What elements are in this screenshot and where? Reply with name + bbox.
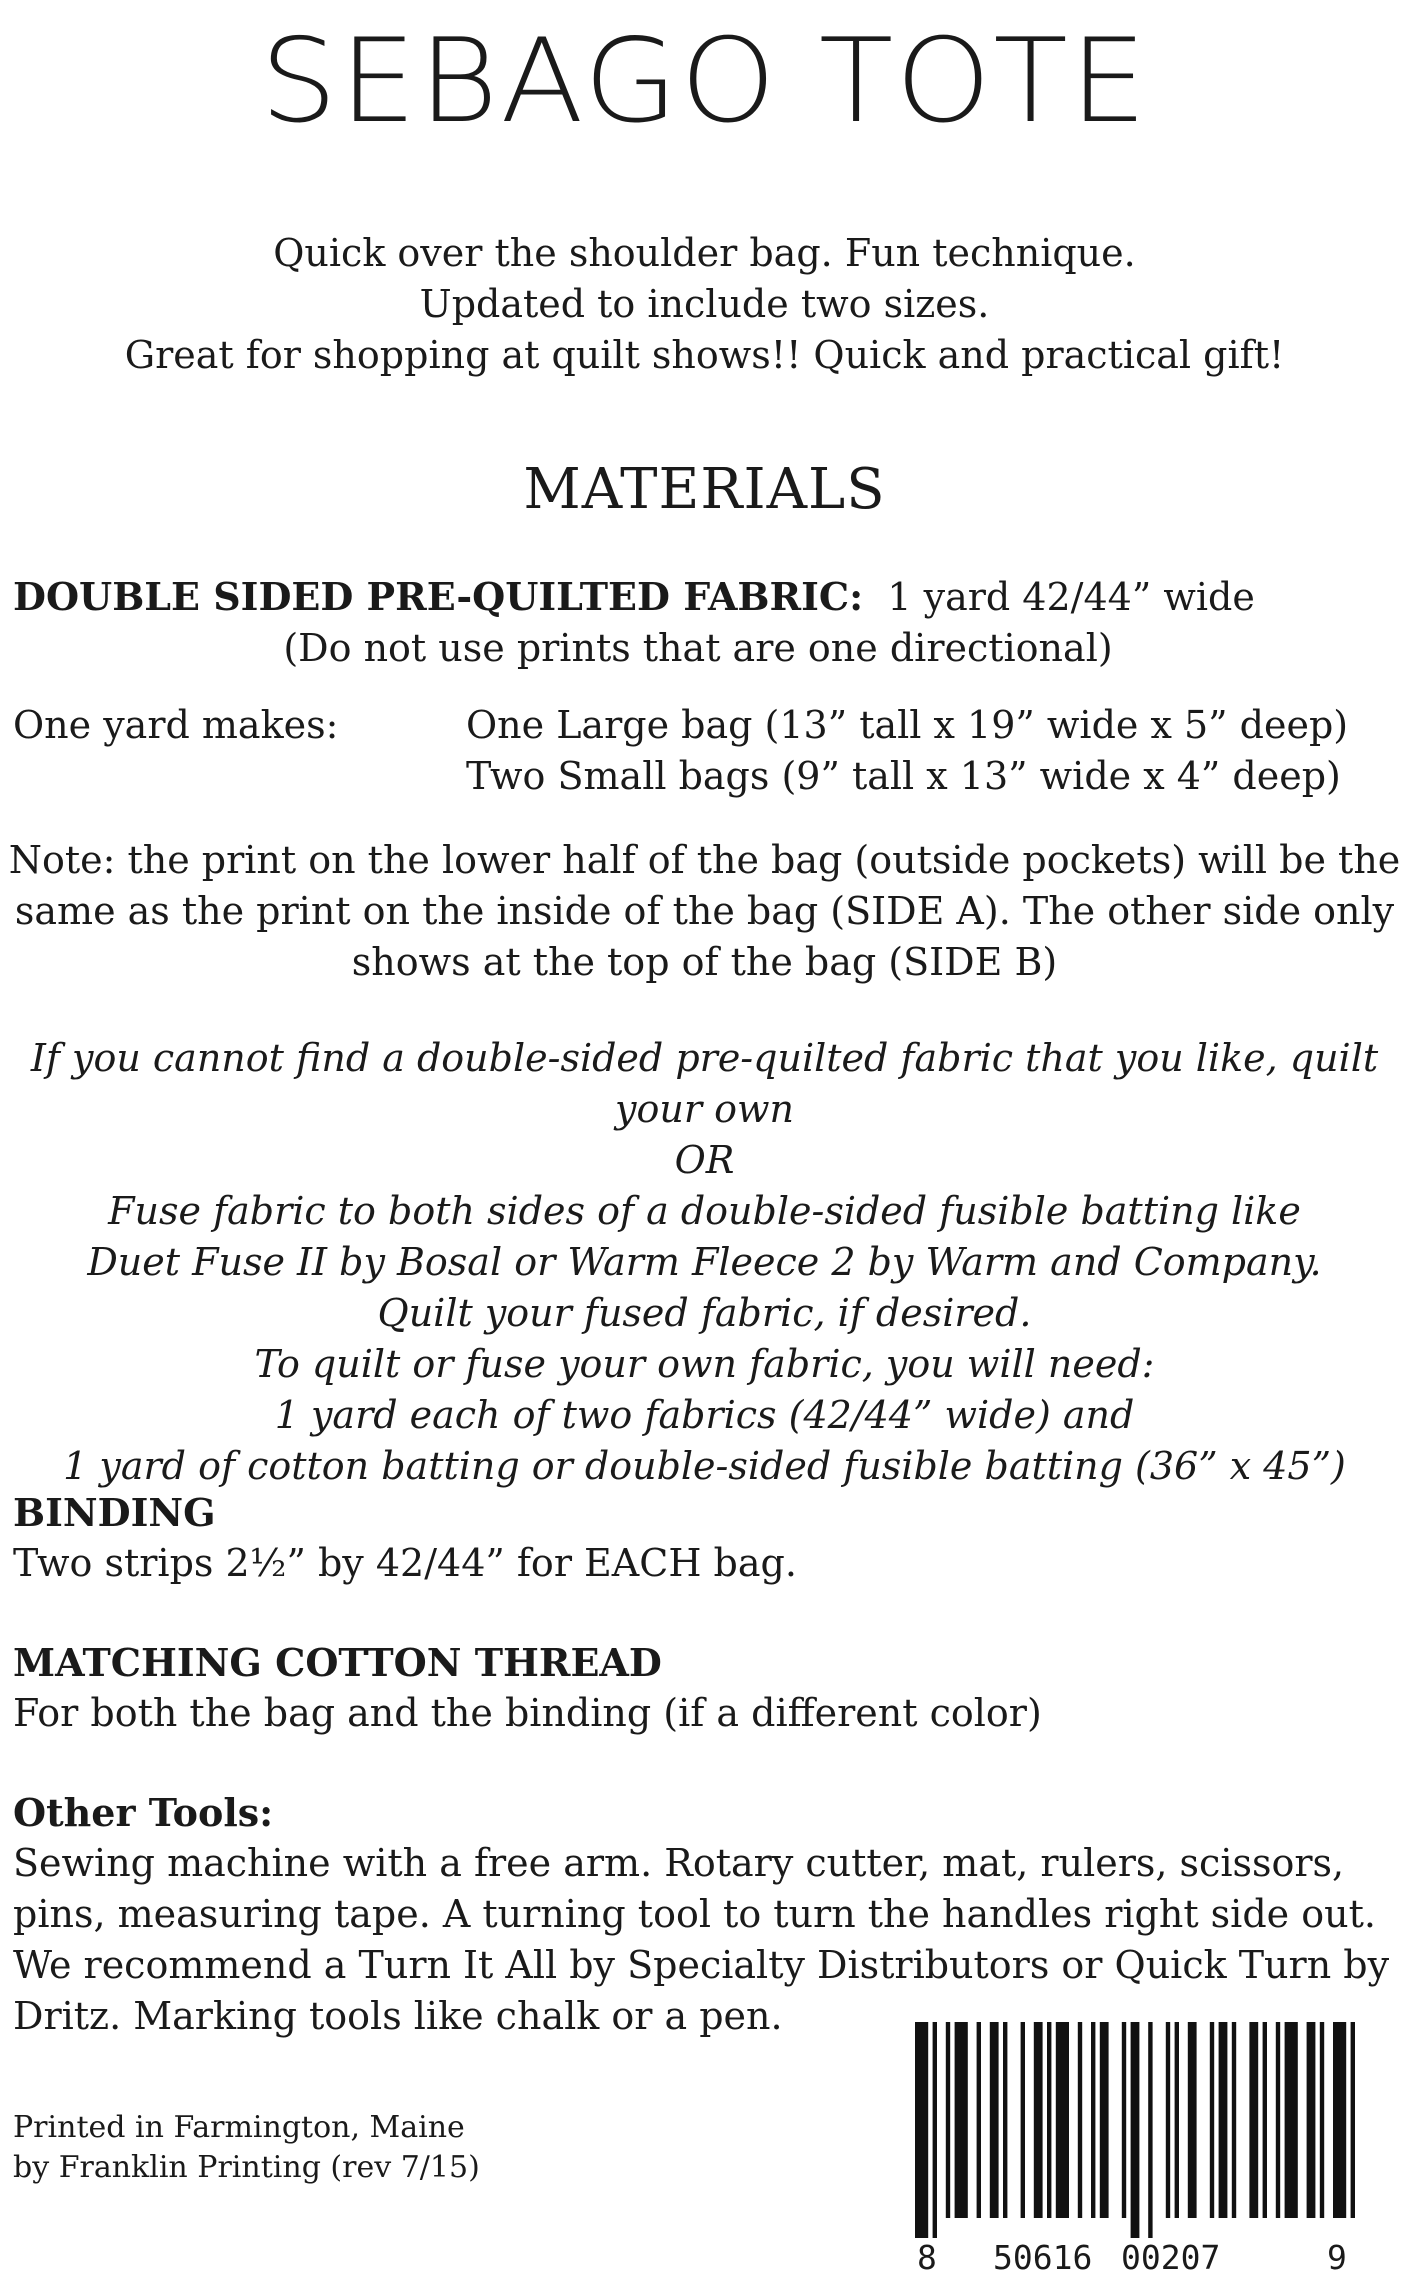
fabric-value: 1 yard 42/44” wide: [887, 575, 1255, 619]
alternative-line: Quilt your fused fabric, if desired.: [377, 1291, 1032, 1335]
fabric-label: DOUBLE SIDED PRE-QUILTED FABRIC:: [13, 574, 864, 619]
note-line: shows at the top of the bag (SIDE B): [351, 940, 1058, 984]
materials-heading: MATERIALS: [523, 457, 886, 522]
barcode-bar: [1034, 2022, 1043, 2218]
printer-credit: [13, 2108, 480, 2188]
intro-line: Quick over the shoulder bag. Fun technique.: [273, 231, 1136, 275]
barcode-bar: [1219, 2022, 1228, 2218]
alternative-line: To quilt or fuse your own fabric, you will need:: [254, 1342, 1155, 1386]
intro-line: Great for shopping at quilt shows!! Quick and practical gift!: [124, 333, 1285, 377]
fabric-note: (Do not use prints that are one directional): [283, 626, 1113, 670]
alternative-line: Duet Fuse II by Bosal or Warm Fleece 2 by Warm and Company.: [87, 1240, 1322, 1284]
barcode-bar: [1210, 2022, 1214, 2218]
page-title: SEBAGO TOTE: [260, 14, 1149, 149]
note-line: Note: the print on the lower half of the bag (outside pockets) will be the: [8, 838, 1401, 882]
barcode-bar: [1047, 2022, 1051, 2218]
barcode-bar: [1078, 2022, 1082, 2218]
barcode-bar: [1131, 2022, 1140, 2238]
thread-section: [13, 1637, 1403, 1739]
barcode-bar: [1188, 2022, 1197, 2218]
barcode-digit: 8: [917, 2238, 937, 2277]
yield-options: [466, 700, 1348, 802]
binding-text: Two strips 2½” by 42/44” for EACH bag.: [13, 1541, 797, 1585]
barcode-bar: [1232, 2022, 1236, 2218]
barcode: [915, 2022, 1355, 2282]
note-line: same as the print on the inside of the bag (SIDE A). The other side only: [14, 889, 1395, 933]
barcode-bar: [1263, 2022, 1267, 2218]
alternative-line: OR: [674, 1138, 735, 1182]
barcode-bar: [1056, 2022, 1069, 2218]
alternative-line: 1 yard of cotton batting or double-sided fusible batting (36” x 45”): [63, 1444, 1346, 1488]
binding-heading: BINDING: [13, 1490, 216, 1535]
barcode-digit: 9: [1327, 2238, 1347, 2277]
yield-label: One yard makes:: [13, 703, 339, 747]
barcode-digit: 50616: [993, 2238, 1093, 2277]
barcode-bar: [1122, 2022, 1126, 2218]
barcode-bar: [1091, 2022, 1095, 2218]
thread-text: For both the bag and the binding (if a different color): [13, 1691, 1042, 1735]
barcode-bar: [955, 2022, 968, 2218]
fabric-section: [13, 571, 1403, 674]
barcode-bar: [1148, 2022, 1152, 2238]
barcode-bar: [1320, 2022, 1324, 2218]
barcode-bar: [1166, 2022, 1170, 2218]
barcode-digit: 00207: [1121, 2238, 1221, 2277]
alternative-instructions: [0, 1033, 1409, 1492]
barcode-bar: [1175, 2022, 1179, 2218]
barcode-bar: [1285, 2022, 1298, 2218]
alternative-line: Fuse fabric to both sides of a double-sided fusible batting like: [108, 1189, 1301, 1233]
barcode-bar: [946, 2022, 950, 2218]
barcode-bar: [1351, 2022, 1355, 2218]
barcode-bar: [1021, 2022, 1025, 2218]
yield-option: One Large bag (13” tall x 19” wide x 5” deep): [466, 703, 1349, 747]
barcode-bar: [990, 2022, 999, 2218]
intro-text: [0, 228, 1409, 381]
yield-option: Two Small bags (9” tall x 13” wide x 4” deep): [466, 754, 1341, 798]
tools-line: Dritz. Marking tools like chalk or a pen.: [13, 1994, 783, 2038]
footer-line: by Franklin Printing (rev 7/15): [13, 2150, 480, 2185]
barcode-bar: [1100, 2022, 1109, 2218]
tools-line: We recommend a Turn It All by Specialty Distributors or Quick Turn by: [13, 1943, 1390, 1987]
barcode-bar: [933, 2022, 937, 2238]
barcode-bar: [915, 2022, 928, 2238]
barcode-bar: [1276, 2022, 1280, 2218]
tools-heading: Other Tools:: [13, 1790, 274, 1835]
tools-section: [13, 1787, 1403, 2042]
barcode-bar: [977, 2022, 981, 2218]
print-note: [0, 835, 1409, 988]
footer-line: Printed in Farmington, Maine: [13, 2110, 465, 2145]
binding-section: [13, 1487, 1403, 1589]
barcode-bar: [1307, 2022, 1316, 2218]
alternative-line: If you cannot find a double-sided pre-quilted fabric that you like, quilt your own: [30, 1036, 1379, 1131]
intro-line: Updated to include two sizes.: [419, 282, 990, 326]
tools-line: pins, measuring tape. A turning tool to turn the handles right side out.: [13, 1892, 1376, 1936]
alternative-line: 1 yard each of two fabrics (42/44” wide) and: [274, 1393, 1135, 1437]
barcode-bar: [1003, 2022, 1007, 2218]
barcode-bar: [1249, 2022, 1258, 2218]
barcode-bar: [1333, 2022, 1346, 2218]
fabric-line: [13, 571, 1403, 623]
tools-line: Sewing machine with a free arm. Rotary cutter, mat, rulers, scissors,: [13, 1841, 1345, 1885]
thread-heading: MATCHING COTTON THREAD: [13, 1640, 662, 1685]
barcode-bars-icon: [915, 2022, 1355, 2238]
